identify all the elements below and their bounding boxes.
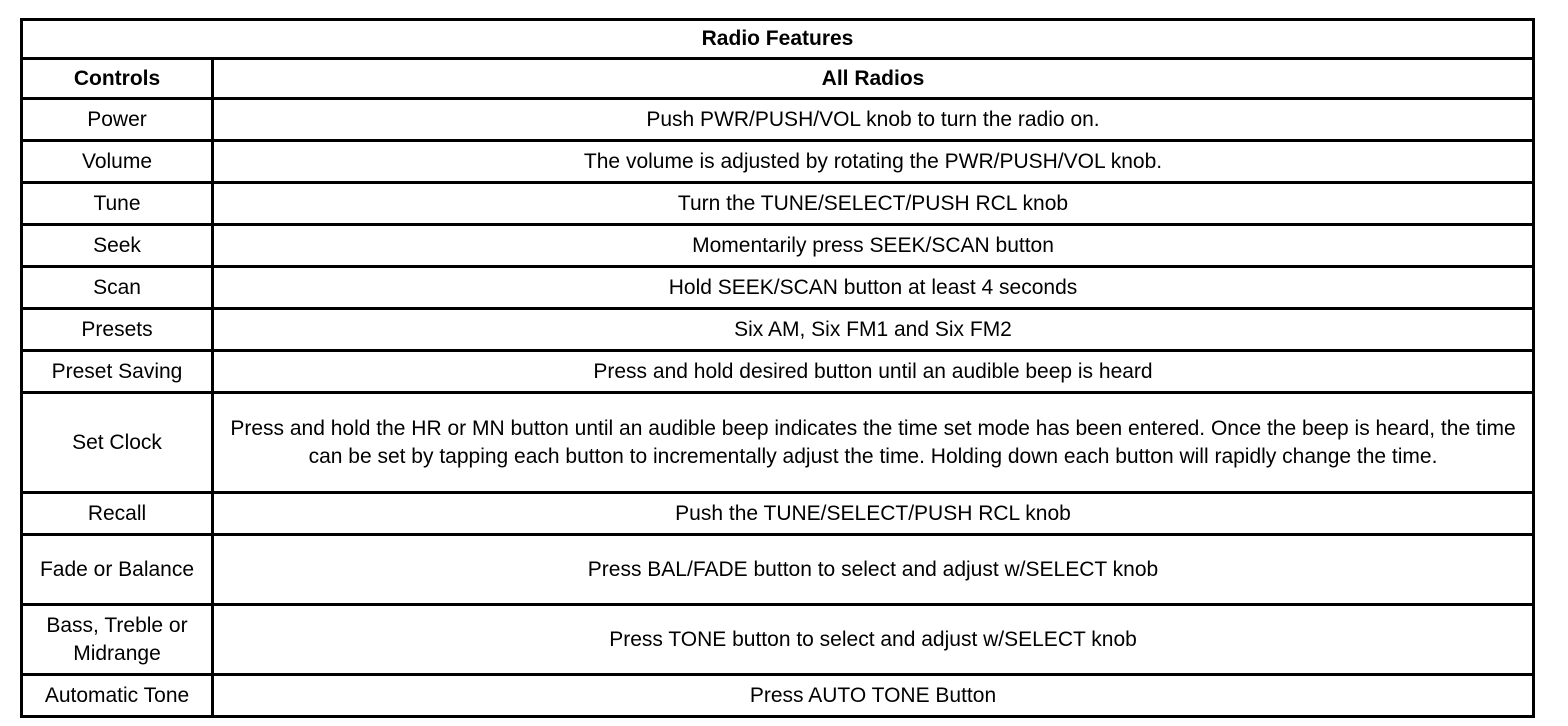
control-cell: Automatic Tone [22, 675, 213, 717]
table-row [22, 141, 1534, 183]
table-title-row [22, 20, 1534, 59]
description-cell: Press BAL/FADE button to select and adjust w/SELECT knob [213, 535, 1534, 605]
header-all-radios: All Radios [213, 59, 1534, 99]
description-cell: The volume is adjusted by rotating the PWR/PUSH/VOL knob. [213, 141, 1534, 183]
table-row [22, 183, 1534, 225]
description-cell: Hold SEEK/SCAN button at least 4 seconds [213, 267, 1534, 309]
description-cell: Turn the TUNE/SELECT/PUSH RCL knob [213, 183, 1534, 225]
radio-features-table [20, 18, 1535, 718]
table-row [22, 309, 1534, 351]
table-row [22, 605, 1534, 675]
table-row [22, 493, 1534, 535]
header-controls: Controls [22, 59, 213, 99]
table-title: Radio Features [22, 20, 1534, 59]
description-cell: Press and hold desired button until an audible beep is heard [213, 351, 1534, 393]
control-cell: Volume [22, 141, 213, 183]
description-cell: Press and hold the HR or MN button until an audible beep indicates the time set mode has been entered. Once the beep is heard, the time can be set by tapping each button to incrementally adjust the time. Holding down each button will rapidly change the time. [213, 393, 1534, 493]
table-row [22, 393, 1534, 493]
description-cell: Press AUTO TONE Button [213, 675, 1534, 717]
control-cell: Scan [22, 267, 213, 309]
control-cell: Presets [22, 309, 213, 351]
table-row [22, 225, 1534, 267]
table-row [22, 351, 1534, 393]
description-cell: Push PWR/PUSH/VOL knob to turn the radio on. [213, 99, 1534, 141]
control-cell: Fade or Balance [22, 535, 213, 605]
control-cell: Seek [22, 225, 213, 267]
control-cell: Power [22, 99, 213, 141]
description-cell: Momentarily press SEEK/SCAN button [213, 225, 1534, 267]
description-cell: Press TONE button to select and adjust w/SELECT knob [213, 605, 1534, 675]
control-cell: Tune [22, 183, 213, 225]
control-cell: Set Clock [22, 393, 213, 493]
table-row [22, 535, 1534, 605]
control-cell: Recall [22, 493, 213, 535]
table-row [22, 675, 1534, 717]
control-cell: Preset Saving [22, 351, 213, 393]
table-row [22, 267, 1534, 309]
description-cell: Six AM, Six FM1 and Six FM2 [213, 309, 1534, 351]
description-cell: Push the TUNE/SELECT/PUSH RCL knob [213, 493, 1534, 535]
control-cell: Bass, Treble or Midrange [22, 605, 213, 675]
table-row [22, 99, 1534, 141]
table-header-row [22, 59, 1534, 99]
